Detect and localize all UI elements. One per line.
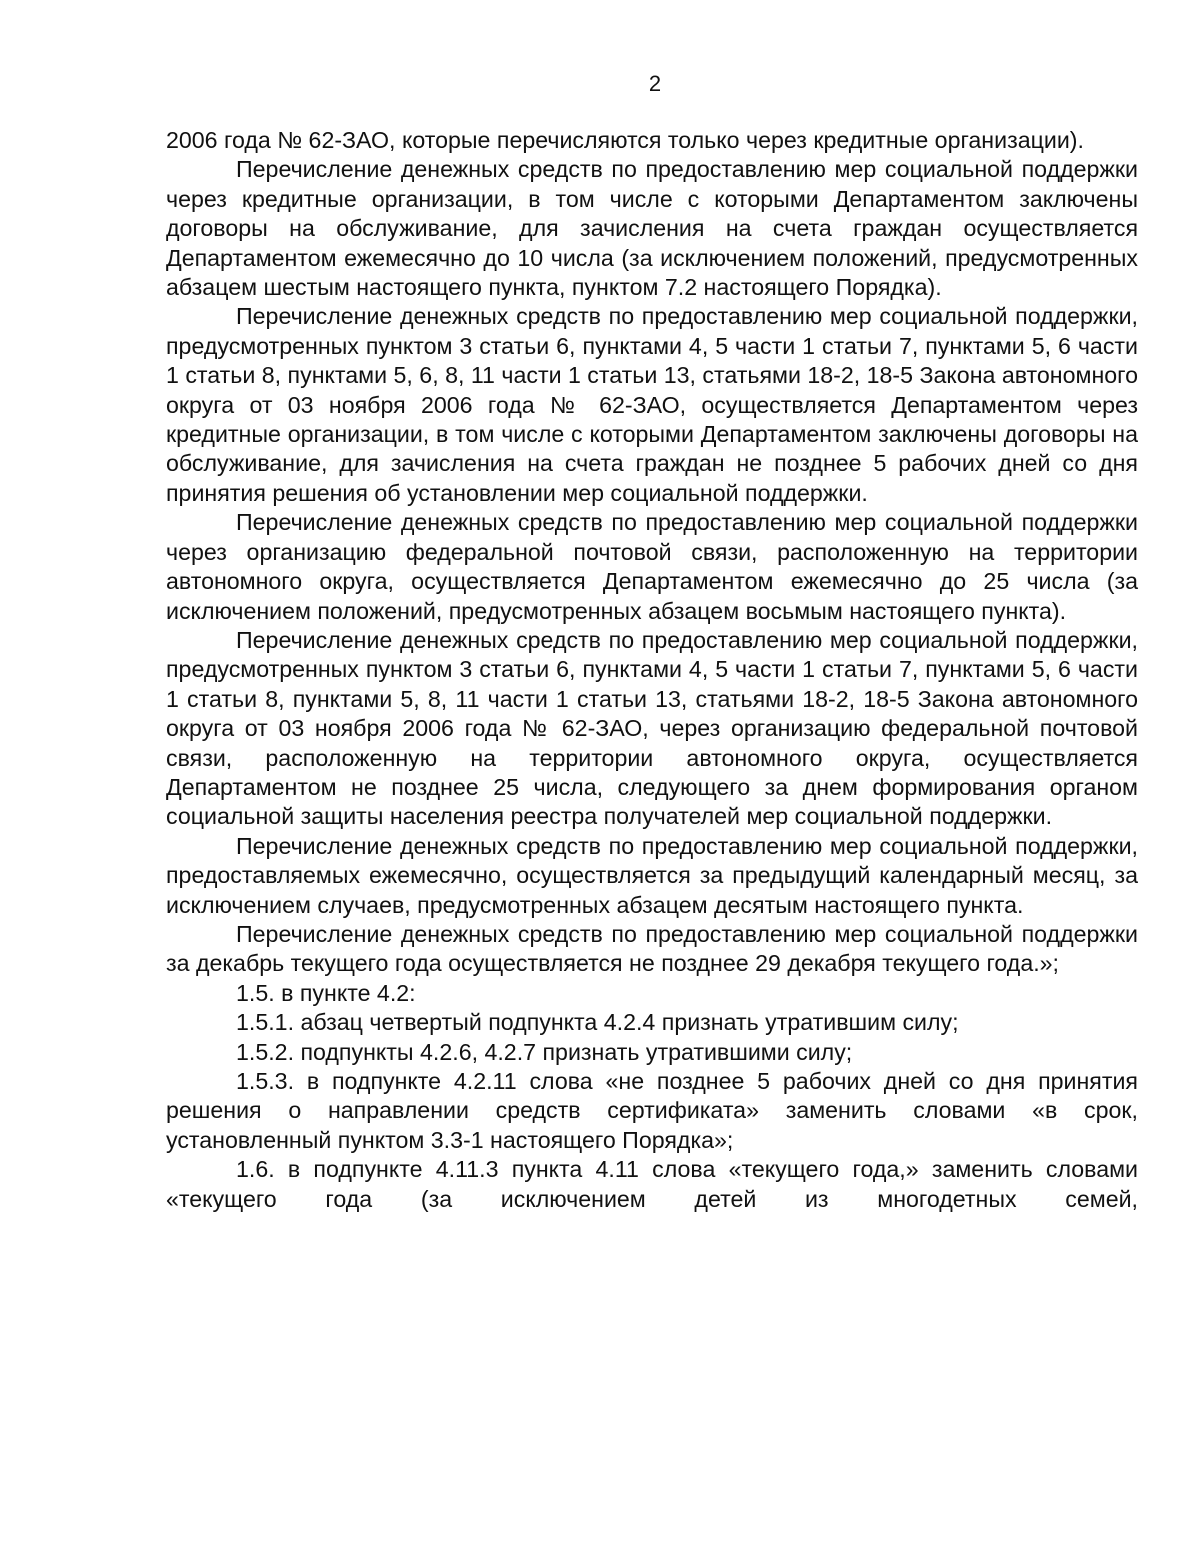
paragraph-postal-transfer-monthly: Перечисление денежных средств по предоставлению мер социальной поддержки через организацию федеральной почтовой связи, расположенную на территории автономного округа, осуществляется Департаментом ежемесячно до 25 числа (за исключением положений, предусмотренных абзацем восьмым настоящего пункта). xyxy=(166,509,1138,624)
clause-1-5-2: 1.5.2. подпункты 4.2.6, 4.2.7 признать утратившими силу; xyxy=(236,1038,853,1065)
paragraph-postal-transfer-25th: Перечисление денежных средств по предоставлению мер социальной поддержки, предусмотренных пунктом 3 статьи 6, пунктами 4, 5 части 1 статьи 7, пунктами 5, 6 части 1 статьи 8, пунктами 5, 8, 11 части 1 статьи 13, статьями 18-2, 18-5 Закона автономного округа от 03 ноября 2006 года № 62-ЗАО, через организацию федеральной почтовой связи, расположенную на территории автономного округа, осуществляется Департаментом не позднее 25 числа, следующего за днем формирования органом социальной защиты населения реестра получателей мер социальной поддержки. xyxy=(166,626,1138,830)
paragraph-credit-transfer-monthly: Перечисление денежных средств по предоставлению мер социальной поддержки через кредитные организации, в том числе с которыми Департаментом заключены договоры на обслуживание, для зачисления на счета граждан осуществляется Департаментом ежемесячно до 10 числа (за исключением положений, предусмотренных абзацем шестым настоящего пункта, пунктом 7.2 настоящего Порядка). xyxy=(166,156,1138,301)
document-body xyxy=(166,126,1138,1214)
paragraph-continuation: 2006 года № 62-ЗАО, которые перечисляются только через кредитные организации). xyxy=(166,127,1084,153)
paragraph-december-transfer: Перечисление денежных средств по предоставлению мер социальной поддержки за декабрь текущего года осуществляется не позднее 29 декабря текущего года.»; xyxy=(166,920,1138,977)
clause-1-6: 1.6. в подпункте 4.11.3 пункта 4.11 слова «текущего года,» заменить словами «текущего года (за исключением детей из многодетных семей, xyxy=(166,1156,1138,1212)
clause-1-5: 1.5. в пункте 4.2: xyxy=(236,979,416,1006)
clause-1-5-3: 1.5.3. в подпункте 4.2.11 слова «не позднее 5 рабочих дней со дня принятия решения о направлении средств сертификата» заменить словами «в срок, установленный пунктом 3.3-1 настоящего Порядка»; xyxy=(166,1068,1138,1153)
clause-1-5-1: 1.5.1. абзац четвертый подпункта 4.2.4 признать утратившим силу; xyxy=(236,1009,959,1036)
page-number: 2 xyxy=(648,71,662,96)
paragraph-credit-transfer-5-days: Перечисление денежных средств по предоставлению мер социальной поддержки, предусмотренных пунктом 3 статьи 6, пунктами 4, 5 части 1 статьи 7, пунктами 5, 6 части 1 статьи 8, пунктами 5, 6, 8, 11 части 1 статьи 13, статьями 18-2, 18-5 Закона автономного округа от 03 ноября 2006 года № 62-ЗАО, осуществляется Департаментом через кредитные организации, в том числе с которыми Департаментом заключены договоры на обслуживание, для зачисления на счета граждан не позднее 5 рабочих дней со дня принятия решения об установлении мер социальной поддержки. xyxy=(166,303,1138,506)
paragraph-monthly-previous-month: Перечисление денежных средств по предоставлению мер социальной поддержки, предоставляемых ежемесячно, осуществляется за предыдущий календарный месяц, за исключением случаев, предусмотренных абзацем десятым настоящего пункта. xyxy=(166,832,1138,918)
